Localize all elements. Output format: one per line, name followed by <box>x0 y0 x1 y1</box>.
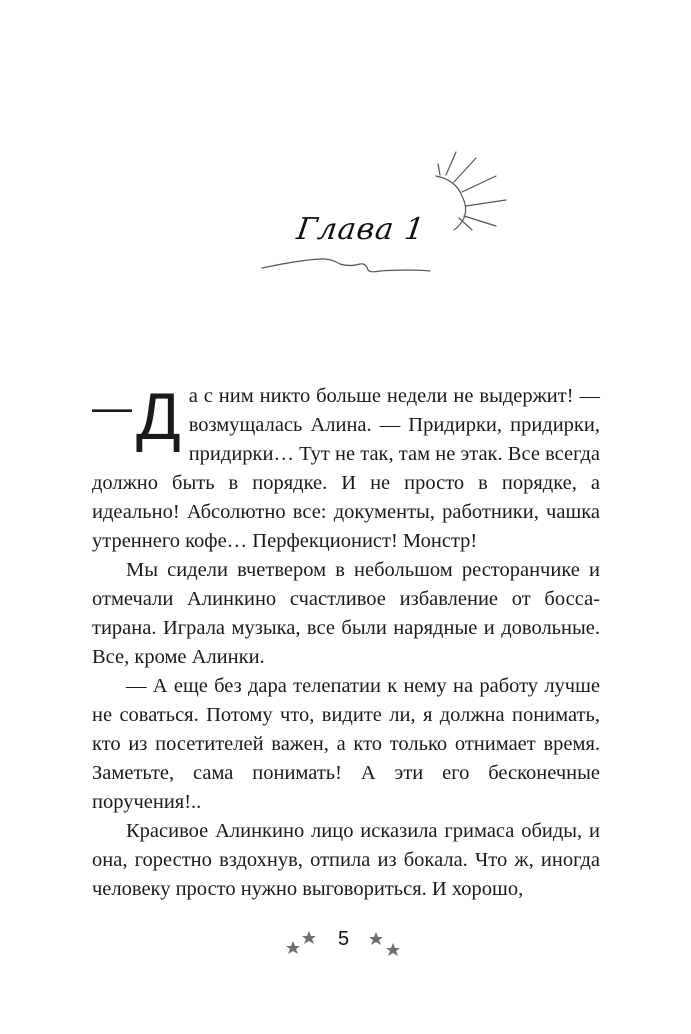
dropcap <box>92 379 181 453</box>
page-number: 5 <box>338 928 350 950</box>
paragraph-4: Красивое Алинкино лицо исказила гримаса обиды, и она, горестно вздохнув, отпила из бокала. Что ж, иногда человеку просто нужно выговориться. И хорошо, <box>92 820 600 900</box>
paragraph-1 <box>92 379 600 556</box>
paragraph-2: Мы сидели вчетвером в небольшом ресторанчике и отмечали Алинкино счастливое избавление от босса-тирана. Играла музыка, все были нарядные и довольные. Все, кроме Алинки. <box>92 559 600 668</box>
dropcap-dash: — <box>92 386 132 430</box>
chapter-title: Глава 1 <box>294 212 428 247</box>
sun-doodle-icon <box>250 140 510 280</box>
paragraph-3: — А еще без дара телепатии к нему на работу лучше не соваться. Потому что, видите ли, я должна понимать, кто из посетителей важен, а кто только отнимает время. Заметьте, сама понимать! А эти его бесконечные поручения!.. <box>92 675 600 813</box>
paragraph-text: а с ним никто больше недели не выдержит! — возмущалась Алина. — Придирки, придирки, придирки… Тут не так, там не этак. Все всегда должно быть в порядке. И не просто в порядке, а идеально! Абсолютно все: документы, работники, чашка утреннего кофе… Перфекционист! Монстр! <box>92 385 600 552</box>
dropcap-letter: Д <box>136 379 181 453</box>
body-text <box>92 379 600 904</box>
